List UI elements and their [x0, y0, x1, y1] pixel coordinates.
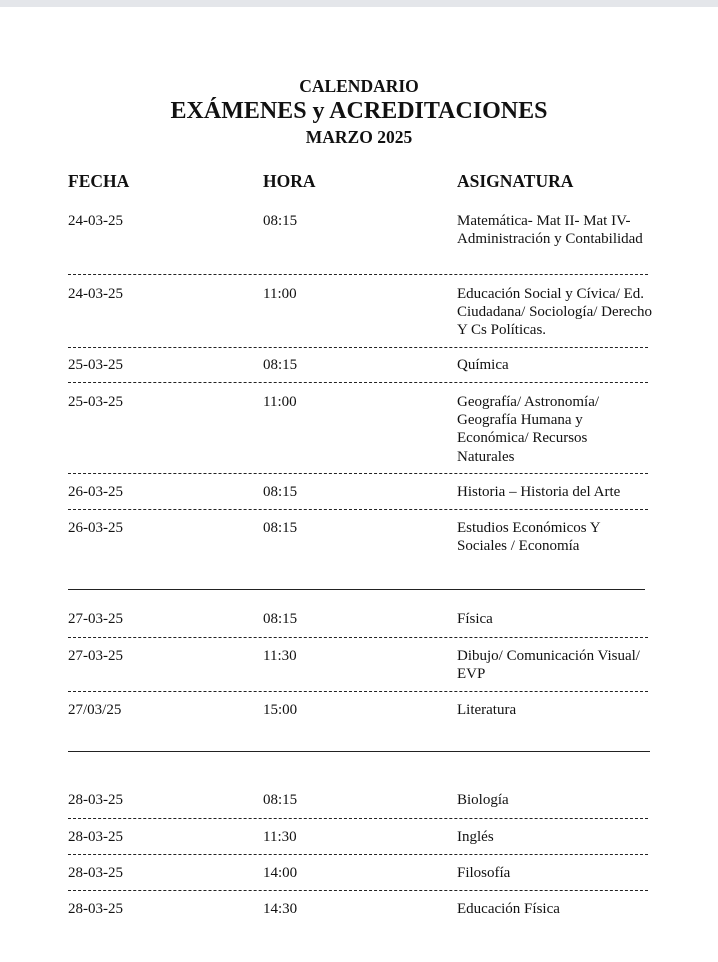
row-fecha: 25-03-25 — [68, 357, 123, 373]
document-title-month: MARZO 2025 — [305, 127, 413, 147]
row-fecha: 28-03-25 — [68, 792, 123, 808]
row-hora: 08:15 — [263, 792, 298, 808]
row-asignatura: Estudios Económicos Y Sociales / Economía — [457, 520, 601, 555]
row-asignatura: Inglés — [457, 829, 494, 845]
row-separator — [68, 691, 648, 692]
day-separator — [68, 751, 650, 752]
row-fecha: 28-03-25 — [68, 901, 123, 917]
row-asignatura: Literatura — [457, 702, 517, 718]
row-asignatura: Física — [457, 611, 493, 627]
row-separator — [68, 637, 648, 638]
row-hora: 11:00 — [263, 394, 297, 410]
row-fecha: 27-03-25 — [68, 648, 123, 664]
row-hora: 08:15 — [263, 520, 298, 536]
row-separator — [68, 854, 648, 855]
column-header-asignatura: ASIGNATURA — [457, 171, 574, 191]
document-title-calendario: CALENDARIO — [299, 76, 419, 96]
row-asignatura: Matemática- Mat II- Mat IV- Administración y Contabilidad — [457, 213, 643, 248]
top-bar — [0, 0, 718, 7]
row-hora: 14:30 — [263, 901, 298, 917]
row-separator — [68, 382, 648, 383]
row-hora: 11:00 — [263, 286, 297, 302]
column-header-hora: HORA — [263, 171, 316, 191]
row-separator — [68, 818, 648, 819]
row-fecha: 27-03-25 — [68, 611, 123, 627]
row-fecha: 24-03-25 — [68, 213, 123, 229]
row-asignatura: Biología — [457, 792, 509, 808]
row-asignatura: Química — [457, 357, 509, 373]
row-hora: 14:00 — [263, 865, 298, 881]
row-asignatura: Filosofía — [457, 865, 511, 881]
column-header-fecha: FECHA — [68, 171, 130, 191]
row-fecha: 28-03-25 — [68, 829, 123, 845]
row-separator — [68, 274, 648, 275]
row-hora: 11:30 — [263, 829, 297, 845]
row-fecha: 25-03-25 — [68, 394, 123, 410]
row-asignatura: Geografía/ Astronomía/ Geografía Humana y Económica/ Recursos Naturales — [457, 394, 600, 465]
row-hora: 08:15 — [263, 213, 298, 229]
row-fecha: 28-03-25 — [68, 865, 123, 881]
row-hora: 11:30 — [263, 648, 297, 664]
row-separator — [68, 473, 648, 474]
row-asignatura: Dibujo/ Comunicación Visual/ EVP — [457, 648, 640, 683]
row-separator — [68, 890, 648, 891]
row-asignatura: Educación Física — [457, 901, 560, 917]
row-hora: 08:15 — [263, 357, 298, 373]
row-hora: 15:00 — [263, 702, 298, 718]
document-title-examenes: EXÁMENES y ACREDITACIONES — [170, 98, 548, 124]
row-fecha: 26-03-25 — [68, 520, 123, 536]
row-separator — [68, 509, 648, 510]
row-hora: 08:15 — [263, 611, 298, 627]
row-fecha: 24-03-25 — [68, 286, 123, 302]
row-asignatura: Educación Social y Cívica/ Ed. Ciudadana/ Sociología/ Derecho Y Cs Políticas. — [457, 286, 652, 339]
day-separator — [68, 589, 645, 590]
row-fecha: 26-03-25 — [68, 484, 123, 500]
row-asignatura: Historia – Historia del Arte — [457, 484, 621, 500]
row-hora: 08:15 — [263, 484, 298, 500]
row-separator — [68, 347, 648, 348]
row-fecha: 27/03/25 — [68, 702, 122, 718]
